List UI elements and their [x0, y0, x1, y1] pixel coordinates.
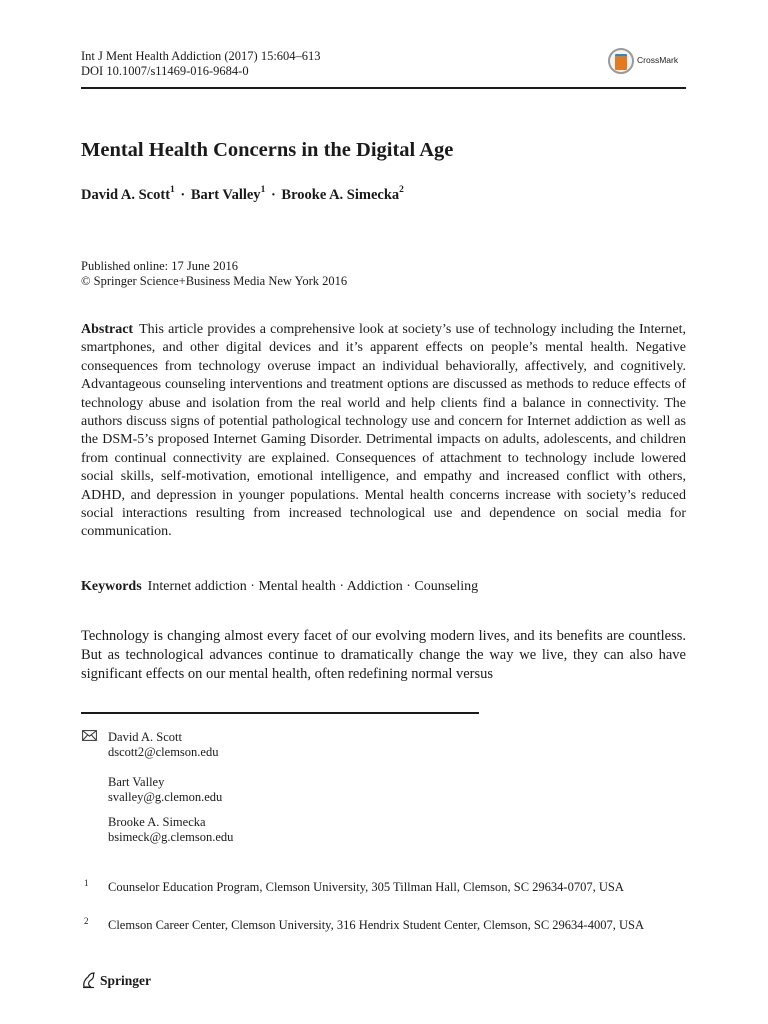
author-name[interactable]: Brooke A. Simecka [281, 187, 400, 203]
keywords-label: Keywords [81, 579, 142, 594]
contact-name: Bart Valley [108, 775, 165, 789]
author-separator: · [180, 187, 186, 203]
keywords [81, 578, 478, 596]
author-affiliation-ref[interactable]: 1 [170, 185, 175, 196]
abstract-label: Abstract [81, 322, 134, 337]
contact-entry [108, 730, 218, 760]
contact-entry [108, 815, 233, 845]
contact-name: David A. Scott [108, 730, 182, 744]
header-divider [81, 87, 686, 89]
contact-email[interactable]: dscott2@clemson.edu [108, 745, 219, 759]
crossmark-label: CrossMark [637, 55, 679, 65]
contact-name: Brooke A. Simecka [108, 815, 206, 829]
contact-email[interactable]: bsimeck@g.clemson.edu [108, 830, 234, 844]
footnote-divider [81, 712, 479, 714]
envelope-icon [82, 730, 97, 741]
doi-link[interactable]: DOI 10.1007/s11469-016-9684-0 [81, 64, 249, 78]
keywords-text: Internet addiction · Mental health · Addiction · Counseling [147, 579, 479, 594]
affiliation-number: 1 [84, 878, 89, 888]
publication-info [81, 259, 347, 289]
crossmark-badge[interactable] [608, 47, 690, 77]
journal-citation: Int J Ment Health Addiction (2017) 15:604–613 [81, 49, 321, 63]
contact-entry [108, 775, 222, 805]
author-list [81, 185, 404, 205]
author-name[interactable]: David A. Scott [81, 187, 171, 203]
springer-horse-icon [81, 971, 97, 989]
copyright-notice: © Springer Science+Business Media New York 2016 [81, 274, 348, 288]
abstract-text: This article provides a comprehensive look at society’s use of technology including the Internet, smartphones, and other digital devices and it’s apparent effects on people’s mental health. Negative consequences from technology overuse impact an individual behaviorally, affectively, and cognitively. Advantageous counseling interventions and treatment options are discussed as methods to reduce effects of technology abuse and isolation from the real world and help clients find a balance in connectivity. The authors discuss signs of potential pathological technology use and concern for Internet addiction as well as the DSM-5’s proposed Internet Gaming Disorder. Detrimental impacts on adults, adolescents, and children from continual connectivity are explained. Consequences of attachment to technology include lowered social skills, self-motivation, emotional intelligence, and empathy and increased conflict with others, ADHD, and depression in younger populations. Mental health concerns increase with society’s reduced social interactions resulting from increased technological use and dependence on social media for communication. [81, 322, 686, 540]
author-affiliation-ref[interactable]: 1 [260, 185, 266, 196]
publisher-name: Springer [100, 973, 152, 988]
author-affiliation-ref[interactable]: 2 [399, 185, 404, 196]
crossmark-icon [608, 48, 634, 74]
article-title: Mental Health Concerns in the Digital Age [81, 139, 454, 161]
affiliation-number: 2 [84, 916, 89, 926]
author-separator: · [270, 187, 276, 203]
body-paragraph: Technology is changing almost every facet of our evolving modern lives, and its benefits are countless. But as technological advances continue to dramatically change the way we live, they can also have significant effects on our mental health, often redefining normal versus [81, 628, 686, 682]
author-name[interactable]: Bart Valley [190, 187, 261, 203]
abstract [81, 321, 686, 542]
contact-email[interactable]: svalley@g.clemon.edu [108, 790, 223, 804]
journal-header [81, 49, 686, 89]
affiliation-text: Clemson Career Center, Clemson University, 316 Hendrix Student Center, Clemson, SC 29634-4007, USA [108, 918, 644, 932]
affiliation-text: Counselor Education Program, Clemson University, 305 Tillman Hall, Clemson, SC 29634-0707, USA [108, 880, 624, 894]
published-date: Published online: 17 June 2016 [81, 259, 238, 273]
